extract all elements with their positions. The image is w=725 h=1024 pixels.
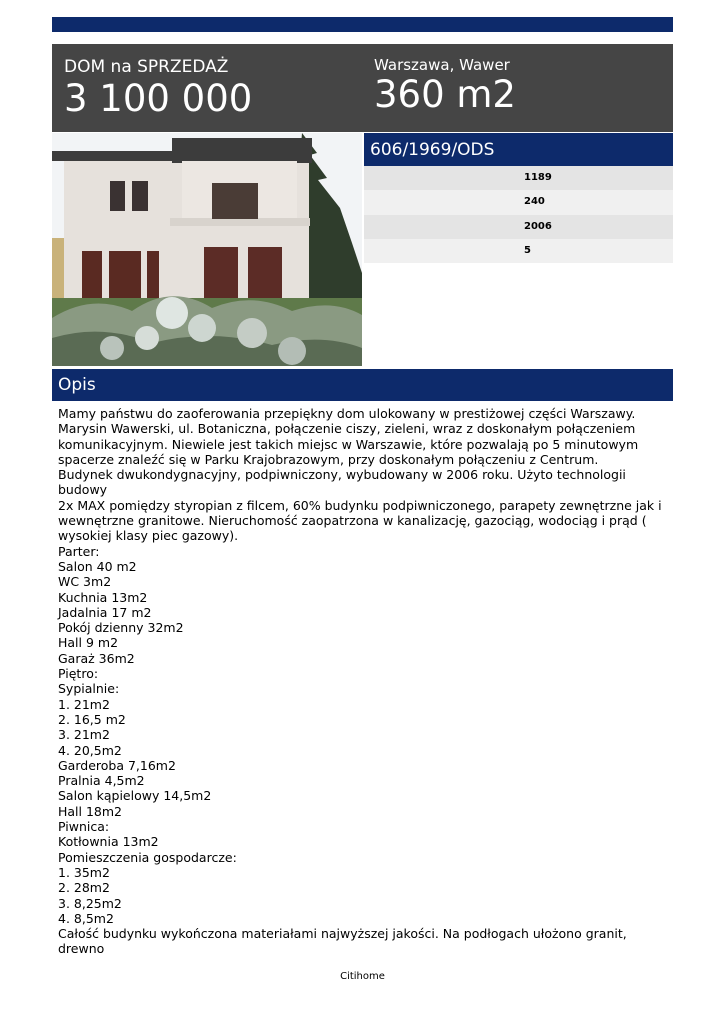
offer-reference: 606/1969/ODS [364, 133, 673, 166]
location: Warszawa, Wawer [374, 56, 510, 74]
description-line: Mamy państwu do zaoferowania przepiękny dom ulokowany w prestiżowej części Warszawy. [58, 406, 636, 421]
description-line: Budynek dwukondygnacyjny, podpiwniczony, wybudowany w 2006 roku. Użyto technologii budowy [58, 467, 626, 498]
param-value: 2006 [524, 220, 552, 232]
description-line: 2. 16,5 m2 [58, 711, 126, 727]
description-line: 2. 28m2 [58, 880, 110, 896]
description-line: Jadalnia 17 m2 [58, 604, 152, 620]
property-type: DOM na SPRZEDAŻ [64, 57, 229, 77]
description-line: Salon kąpielowy 14,5m2 [58, 788, 212, 804]
description-line: 3. 21m2 [58, 727, 110, 743]
description-line: wysokiej klasy piec gazowy). [58, 528, 239, 544]
description-line: Kotłownia 13m2 [58, 834, 159, 850]
description-line: komunikacyjnym. Niewiele jest takich miejsc w Warszawie, które pozwalają po 5 minutowym [58, 436, 639, 452]
param-row [364, 239, 673, 263]
description-line: WC 3m2 [58, 574, 112, 590]
description-line: Hall 9 m2 [58, 635, 119, 651]
description-line: spacerze znaleźć się w Parku Krajobrazowym, przy doskonałym połączeniu z Centrum. [58, 451, 599, 467]
description-line: 3. 8,25m2 [58, 895, 122, 911]
param-value: 240 [524, 196, 545, 208]
description-line: wewnętrzne granitowe. Nieruchomość zaopatrzona w kanalizację, gazociąg, wodociąg i prąd ( [58, 513, 647, 529]
param-row [364, 190, 673, 214]
description-line: Parter: [58, 543, 100, 559]
description-line: Hall 18m2 [58, 803, 123, 819]
description-line: 4. 20,5m2 [58, 742, 122, 758]
listing-header [52, 44, 673, 132]
description-line: Pomieszczenia gospodarcze: [58, 849, 237, 865]
price: 3 100 000 [64, 77, 253, 120]
description-line: Pralnia 4,5m2 [58, 773, 145, 789]
area: 360 m2 [374, 73, 516, 116]
description-line: 1. 21m2 [58, 696, 110, 712]
param-row [364, 215, 673, 239]
offer-params [364, 166, 673, 263]
param-row [364, 166, 673, 190]
description-line: Kuchnia 13m2 [58, 589, 148, 605]
param-value: 5 [524, 244, 531, 256]
property-photo [52, 133, 362, 366]
footer-brand: Citihome [340, 971, 385, 982]
top-bar [52, 17, 673, 32]
description-line: Salon 40 m2 [58, 558, 137, 574]
description-line: Garaż 36m2 [58, 650, 135, 666]
description-line: Piwnica: [58, 819, 110, 835]
description-line: 1. 35m2 [58, 864, 110, 880]
description-line: 2x MAX pomiędzy styropian z filcem, 60% budynku podpiwniczonego, parapety zewnętrzne jak i [58, 497, 662, 513]
description-line: Pokój dzienny 32m2 [58, 620, 184, 636]
description-line: Marysin Wawerski, ul. Botaniczna, połączenie ciszy, zieleni, wraz z doskonałym połączeniem [58, 421, 636, 437]
param-value: 1189 [524, 172, 552, 183]
description-line: Garderoba 7,16m2 [58, 757, 176, 773]
description-line: 4. 8,5m2 [58, 910, 114, 926]
description-line: Piętro: [58, 666, 99, 682]
description-text [58, 406, 672, 957]
description-line: Całość budynku wykończona materiałami najwyższej jakości. Na podłogach ułożono granit, drewno [58, 926, 627, 957]
description-line: Sypialnie: [58, 681, 120, 697]
description-heading: Opis [52, 369, 673, 401]
